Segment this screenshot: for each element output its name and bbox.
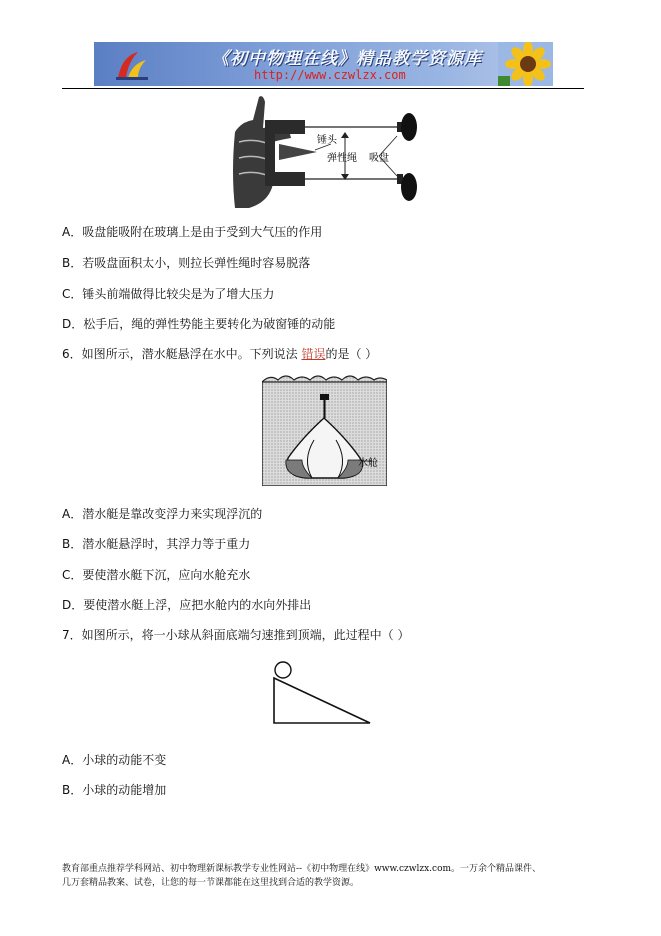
q6-option-c: C．要使潜水艇下沉，应向水舱充水 — [62, 568, 251, 582]
q5-option-c: C．锤头前端做得比较尖是为了增大压力 — [62, 287, 275, 301]
page-footer — [62, 862, 602, 890]
label-elastic-rope: 弹性绳 — [327, 153, 357, 164]
hammer-suction-figure — [229, 92, 421, 212]
q7-option-b: B．小球的动能增加 — [62, 783, 167, 797]
submarine-figure — [262, 368, 387, 486]
sunflower-icon — [498, 42, 553, 86]
banner-url[interactable]: http://www.czwlzx.com — [254, 68, 406, 82]
q6-stem-after: 的是（ ） — [325, 347, 378, 361]
q5-option-a: A．吸盘能吸附在玻璃上是由于受到大气压的作用 — [62, 225, 323, 239]
site-logo-icon — [112, 48, 152, 82]
footer-line-2: 几万套精品教案、试卷，让您的每一节课都能在这里找到合适的教学资源。 — [62, 878, 360, 888]
q6-option-a: A．潜水艇是靠改变浮力来实现浮沉的 — [62, 507, 263, 521]
q6-stem — [62, 346, 377, 362]
q7-stem: 7．如图所示，将一小球从斜面底端匀速推到顶端，此过程中（ ） — [62, 628, 410, 642]
q6-option-d: D．要使潜水艇上浮，应把水舱内的水向外排出 — [62, 598, 312, 612]
header-rule — [62, 88, 584, 89]
footer-line-1: 教育部重点推荐学科网站、初中物理新课标教学专业性网站--《初中物理在线》www.czwlzx.com。一万余个精品课件、 — [62, 864, 542, 874]
header-banner — [94, 42, 553, 86]
label-hammer-head: 锤头 — [317, 135, 337, 146]
q6-stem-before: 6．如图所示，潜水艇悬浮在水中。下列说法 — [62, 347, 302, 361]
label-suction-cup: 吸盘 — [369, 153, 389, 164]
banner-title: 《初中物理在线》精品教学资源库 — [212, 49, 482, 69]
q6-option-b: B．潜水艇悬浮时，其浮力等于重力 — [62, 537, 251, 551]
incline-figure — [266, 660, 374, 726]
q6-stem-error-word[interactable]: 错误 — [301, 347, 326, 361]
q5-option-b: B．若吸盘面积太小，则拉长弹性绳时容易脱落 — [62, 256, 311, 270]
label-water-tank: 水舱 — [358, 458, 378, 469]
q7-option-a: A．小球的动能不变 — [62, 753, 167, 767]
q5-option-d: D．松手后，绳的弹性势能主要转化为破窗锤的动能 — [62, 317, 336, 331]
